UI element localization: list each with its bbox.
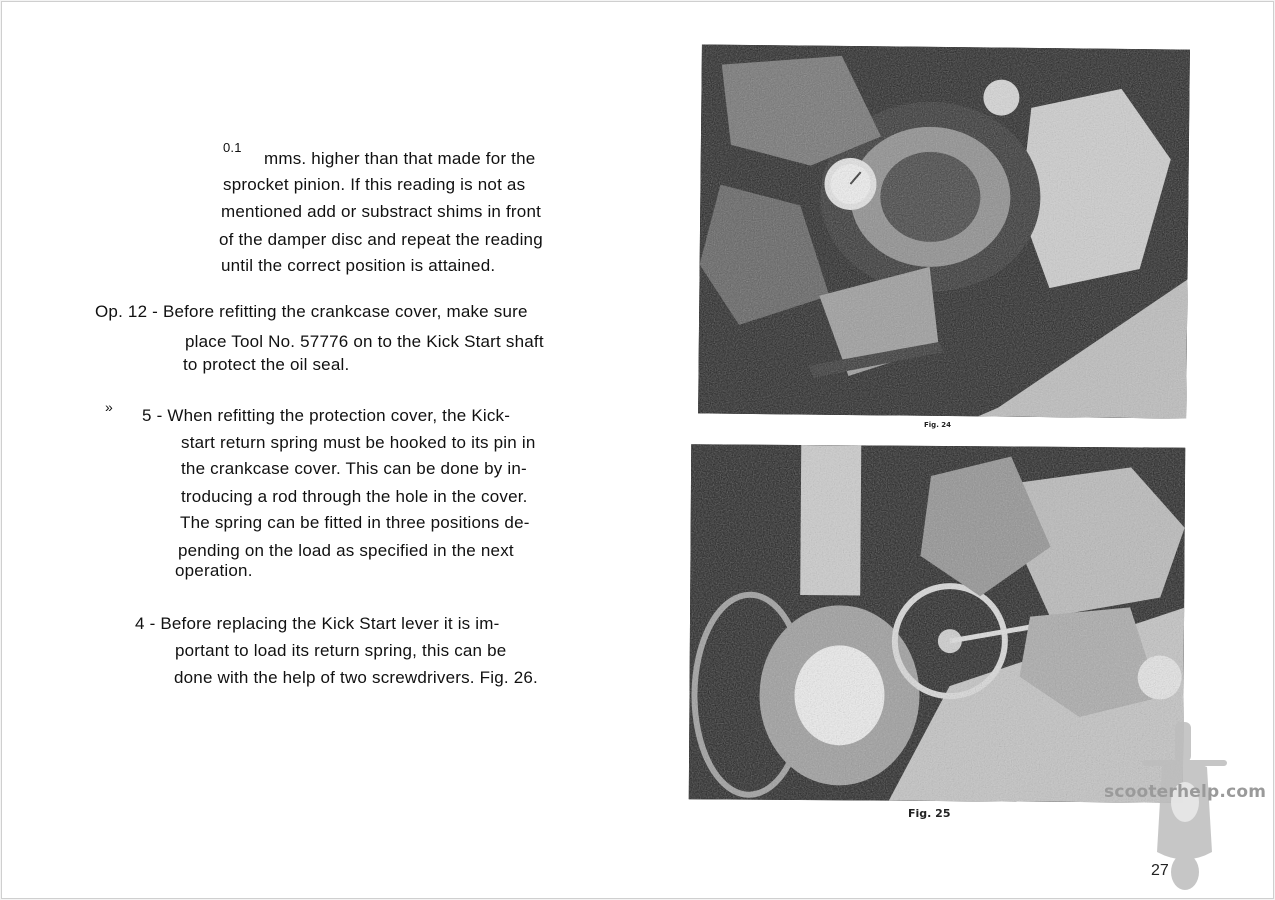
text-line: mentioned add or substract shims in front xyxy=(221,202,542,221)
text-line: troducing a rod through the hole in the cover. xyxy=(181,487,528,506)
text-line: the crankcase cover. This can be done by in- xyxy=(181,459,527,478)
ditto-mark: » xyxy=(105,399,113,415)
page-number: 27 xyxy=(1151,862,1169,879)
engine-dial-gauge-image xyxy=(698,44,1190,418)
text-line: of the damper disc and repeat the reading xyxy=(219,230,543,249)
manual-page xyxy=(1,1,1274,899)
operation-5-heading: 5 - When refitting the protection cover, the Kick- xyxy=(142,406,511,425)
measurement-superscript: 0.1 xyxy=(223,140,242,155)
operation-12-heading: Op. 12 - Before refitting the crankcase cover, make sure xyxy=(95,302,528,321)
kickstart-spring-image xyxy=(689,444,1185,802)
text-line: operation. xyxy=(175,561,253,580)
text-line: start return spring must be hooked to its pin in xyxy=(181,433,536,452)
watermark-text: scooterhelp.com xyxy=(1104,782,1267,802)
figure-24-photo xyxy=(698,44,1190,418)
figure-25-caption: Fig. 25 xyxy=(908,807,951,820)
text-line: mms. higher than that made for the xyxy=(264,149,536,168)
text-line: to protect the oil seal. xyxy=(183,355,350,374)
text-line: The spring can be fitted in three positions de- xyxy=(180,513,530,532)
text-line: place Tool No. 57776 on to the Kick Start shaft xyxy=(185,332,544,351)
text-line: portant to load its return spring, this can be xyxy=(175,641,507,660)
text-line: pending on the load as specified in the next xyxy=(178,541,514,560)
text-line: until the correct position is attained. xyxy=(221,256,496,275)
text-line: sprocket pinion. If this reading is not as xyxy=(223,175,526,194)
figure-25-photo xyxy=(689,444,1185,802)
operation-4-heading: 4 - Before replacing the Kick Start lever it is im- xyxy=(135,614,500,633)
text-line: done with the help of two screwdrivers. Fig. 26. xyxy=(174,668,538,687)
figure-24-caption: Fig. 24 xyxy=(924,421,952,429)
